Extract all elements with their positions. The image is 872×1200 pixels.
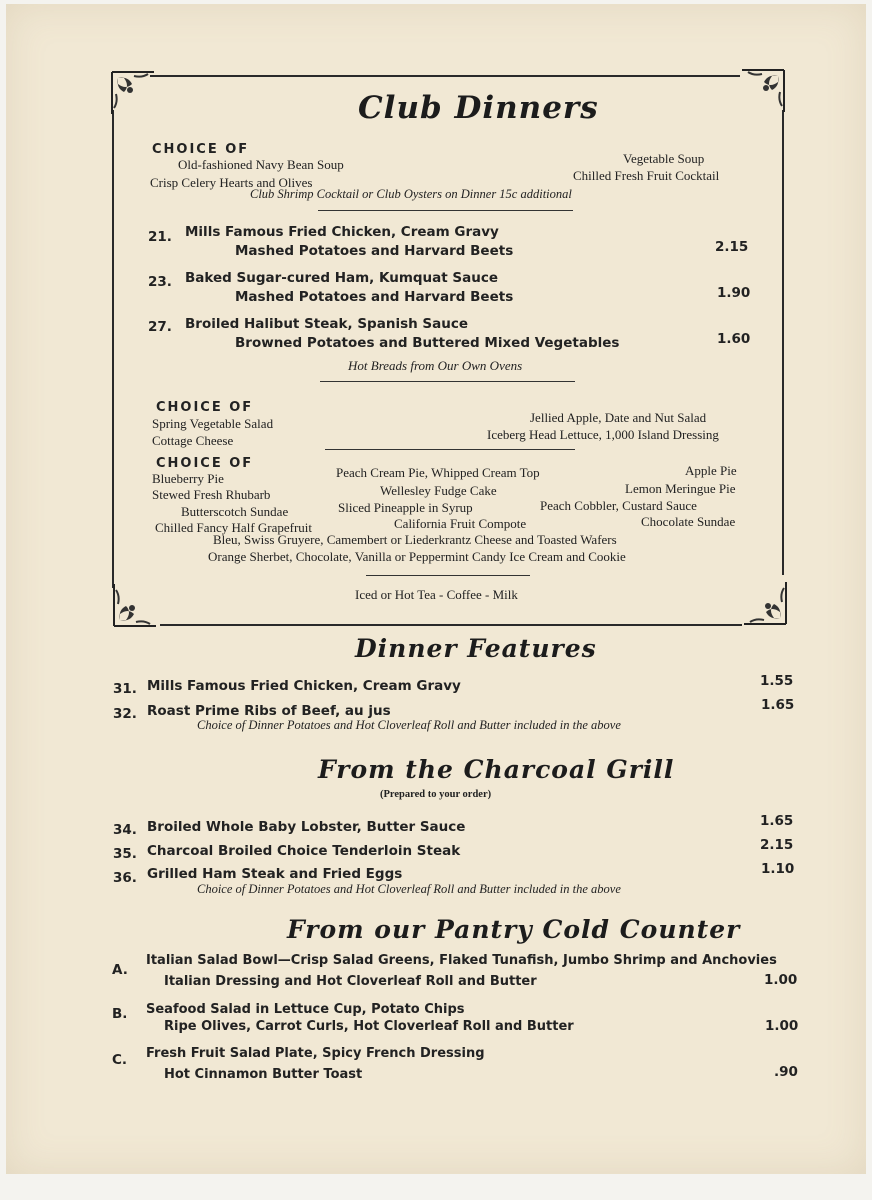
grill-subtitle: (Prepared to your order) xyxy=(380,789,492,800)
corner-ornament-bottom-right xyxy=(740,578,790,628)
item-name: Baked Sugar-cured Ham, Kumquat Sauce xyxy=(185,270,499,286)
corner-ornament-top-right xyxy=(738,66,788,116)
dessert-item: Butterscotch Sundae xyxy=(181,504,289,519)
dessert-item: Chocolate Sundae xyxy=(641,514,736,529)
item-price: 1.60 xyxy=(717,331,751,347)
features-note: Choice of Dinner Potatoes and Hot Cloverleaf Roll and Butter included in the above xyxy=(197,718,621,732)
salad-iceberg: Iceberg Head Lettuce, 1,000 Island Dressing xyxy=(487,427,719,442)
pantry-line2: Hot Cinnamon Butter Toast xyxy=(164,1067,363,1082)
dessert-item: Stewed Fresh Rhubarb xyxy=(152,487,271,502)
feature-price: 1.65 xyxy=(761,697,795,713)
item-num: 21. xyxy=(148,229,172,245)
dessert-item: Peach Cobbler, Custard Sauce xyxy=(540,498,697,513)
pantry-line1: Seafood Salad in Lettuce Cup, Potato Chips xyxy=(146,1002,465,1017)
choice-dessert-label: CHOICE OF xyxy=(156,456,254,471)
pantry-line2: Ripe Olives, Carrot Curls, Hot Cloverleaf Roll and Butter xyxy=(164,1019,574,1034)
feature-num: 32. xyxy=(113,706,137,722)
grill-name: Charcoal Broiled Choice Tenderloin Steak xyxy=(147,843,461,859)
vegetable-soup: Vegetable Soup xyxy=(623,151,705,166)
box-top-border xyxy=(150,75,740,77)
pantry-line1: Italian Salad Bowl—Crisp Salad Greens, Flaked Tunafish, Jumbo Shrimp and Anchovies xyxy=(146,953,777,968)
dessert-item: California Fruit Compote xyxy=(394,516,527,531)
choice-soup-label: CHOICE OF xyxy=(152,142,250,157)
feature-name: Roast Prime Ribs of Beef, au jus xyxy=(147,703,391,719)
feature-num: 31. xyxy=(113,681,137,697)
dessert-item: Chilled Fancy Half Grapefruit xyxy=(155,520,313,535)
shrimp-cocktail-note: Club Shrimp Cocktail or Club Oysters on Dinner 15c additional xyxy=(250,187,572,201)
item-name: Mills Famous Fried Chicken, Cream Gravy xyxy=(185,224,499,240)
salad-spring: Spring Vegetable Salad xyxy=(152,416,274,431)
item-price: 1.90 xyxy=(717,285,751,301)
dessert-item: Wellesley Fudge Cake xyxy=(380,483,497,498)
pantry-line1: Fresh Fruit Salad Plate, Spicy French Dressing xyxy=(146,1046,485,1061)
pantry-letter: B. xyxy=(112,1006,128,1022)
fruit-cocktail: Chilled Fresh Fruit Cocktail xyxy=(573,168,720,183)
pantry-price: 1.00 xyxy=(765,1018,799,1034)
box-left-border xyxy=(112,110,114,588)
divider xyxy=(318,210,573,211)
divider xyxy=(320,381,575,382)
pantry-title: From our Pantry Cold Counter xyxy=(287,915,741,944)
salad-jellied-apple: Jellied Apple, Date and Nut Salad xyxy=(530,410,707,425)
cheese-line: Bleu, Swiss Gruyere, Camembert or Liederkrantz Cheese and Toasted Wafers xyxy=(213,532,617,547)
dessert-item: Sliced Pineapple in Syrup xyxy=(338,500,473,515)
item-num: 23. xyxy=(148,274,172,290)
pantry-letter: A. xyxy=(112,962,128,978)
divider xyxy=(325,449,575,450)
item-price: 2.15 xyxy=(715,239,749,255)
feature-name: Mills Famous Fried Chicken, Cream Gravy xyxy=(147,678,461,694)
ice-cream-line: Orange Sherbet, Chocolate, Vanilla or Peppermint Candy Ice Cream and Cookie xyxy=(208,549,626,564)
box-bottom-border xyxy=(160,624,742,626)
dessert-item: Lemon Meringue Pie xyxy=(625,481,736,496)
drinks-line: Iced or Hot Tea - Coffee - Milk xyxy=(355,587,518,602)
item-sides: Mashed Potatoes and Harvard Beets xyxy=(235,289,514,305)
grill-price: 1.10 xyxy=(761,861,795,877)
grill-price: 2.15 xyxy=(760,837,794,853)
item-sides: Browned Potatoes and Buttered Mixed Vegetables xyxy=(235,335,620,351)
pantry-letter: C. xyxy=(112,1052,128,1068)
grill-name: Grilled Ham Steak and Fried Eggs xyxy=(147,866,403,882)
feature-price: 1.55 xyxy=(760,673,794,689)
dessert-item: Apple Pie xyxy=(685,463,737,478)
celery-olives: Crisp Celery Hearts and Olives xyxy=(150,175,313,190)
soup-navy-bean: Old-fashioned Navy Bean Soup xyxy=(178,157,344,172)
pantry-line2: Italian Dressing and Hot Cloverleaf Roll and Butter xyxy=(164,974,537,989)
grill-num: 36. xyxy=(113,870,137,886)
charcoal-grill-title: From the Charcoal Grill xyxy=(318,755,675,784)
dessert-item: Peach Cream Pie, Whipped Cream Top xyxy=(336,465,540,480)
item-name: Broiled Halibut Steak, Spanish Sauce xyxy=(185,316,469,332)
box-right-border xyxy=(782,110,784,575)
grill-num: 35. xyxy=(113,846,137,862)
divider xyxy=(366,575,530,576)
grill-num: 34. xyxy=(113,822,137,838)
salad-cottage: Cottage Cheese xyxy=(152,433,234,448)
choice-salad-label: CHOICE OF xyxy=(156,400,254,415)
club-dinners-title: Club Dinners xyxy=(358,90,599,126)
hot-breads: Hot Breads from Our Own Ovens xyxy=(348,358,523,373)
corner-ornament-bottom-left xyxy=(110,580,160,630)
dessert-item: Blueberry Pie xyxy=(152,471,224,486)
item-num: 27. xyxy=(148,319,172,335)
pantry-price: .90 xyxy=(774,1064,798,1080)
grill-name: Broiled Whole Baby Lobster, Butter Sauce xyxy=(147,819,466,835)
dinner-features-title: Dinner Features xyxy=(355,634,597,663)
corner-ornament-top-left xyxy=(108,68,158,118)
item-sides: Mashed Potatoes and Harvard Beets xyxy=(235,243,514,259)
grill-note: Choice of Dinner Potatoes and Hot Cloverleaf Roll and Butter included in the above xyxy=(197,882,621,896)
grill-price: 1.65 xyxy=(760,813,794,829)
pantry-price: 1.00 xyxy=(764,972,798,988)
